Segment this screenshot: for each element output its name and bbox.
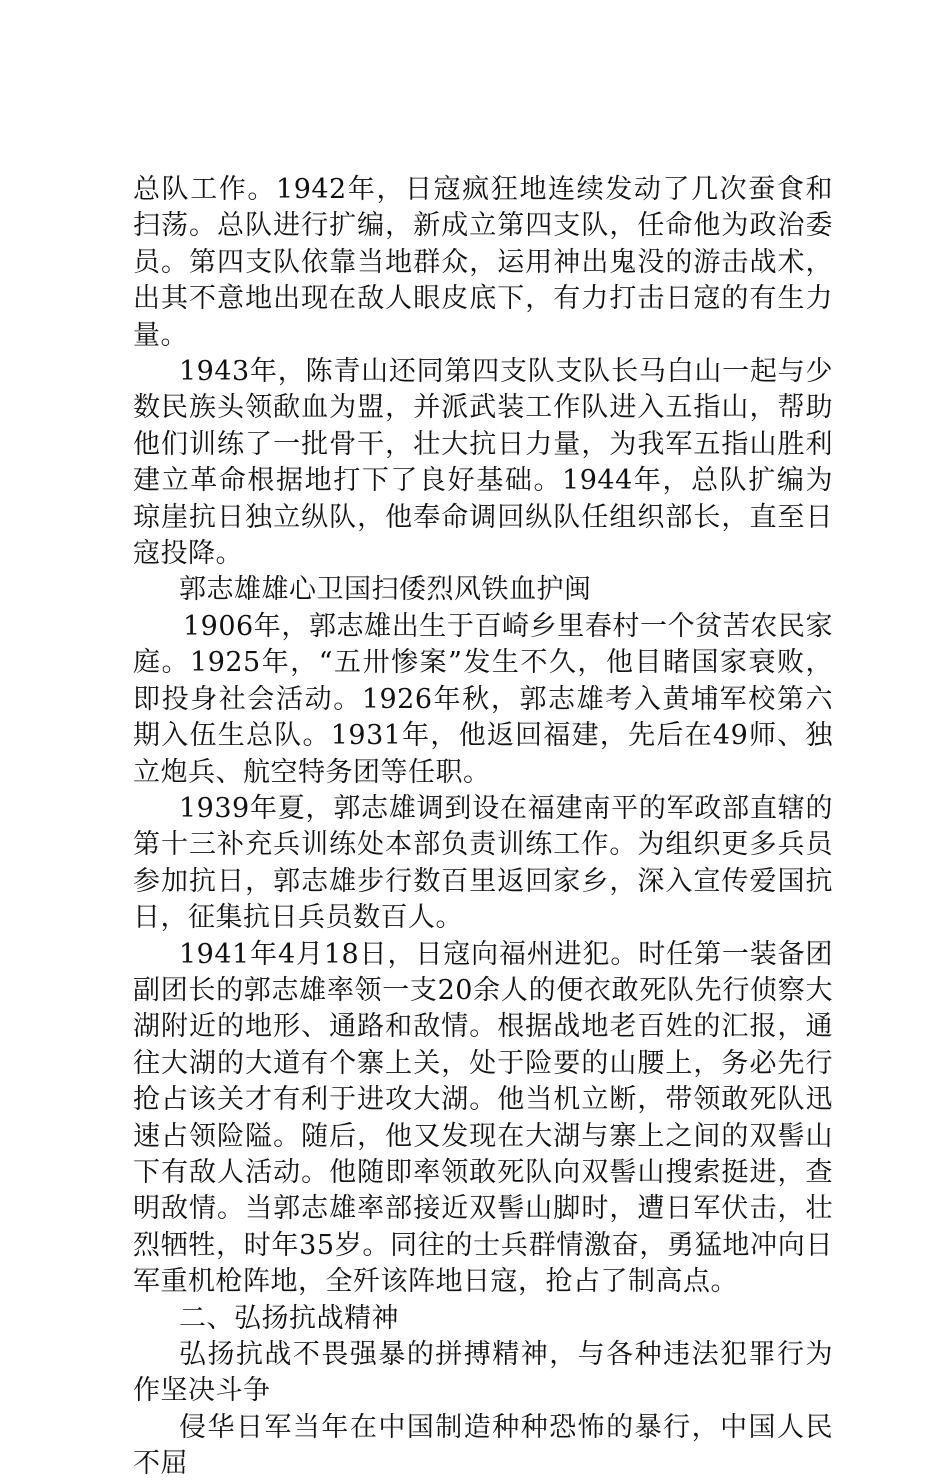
section-heading-guo-zhixiong: 郭志雄雄心卫国扫倭烈风铁血护闽 (179, 574, 592, 606)
paragraph-5: 1941年4月18日，日寇向福州进犯。时任第一装备团副团长的郭志雄率领一支20余人的便衣敢死队先行侦察大湖附近的地形、通路和敌情。根据战地老百姓的汇报，通往大湖的大道有个寨上关，处于险要的山腰上，务必先行抢占该关才有利于进攻大湖。他当机立断，带领敢死队迅速占领险隘。随后，他又发现在大湖与寨上之间的双髻山下有敌人活动。他随即率领敢死队向双髻山搜索挺进，查明敌情。当郭志雄率部接近双髻山脚时，遭日军伏击，壮烈牺牲，时年35岁。同往的士兵群情激奋，勇猛地冲向日军重机枪阵地，全歼该阵地日寇，抢占了制高点。 (133, 938, 833, 1298)
paragraph-6: 侵华日军当年在中国制造种种恐怖的暴行，中国人民不屈 (133, 1411, 833, 1480)
document-body (133, 172, 833, 1483)
subsection-heading: 弘扬抗战不畏强暴的拼搏精神，与各种违法犯罪行为作坚决斗争 (133, 1339, 833, 1407)
section-heading-spirit: 二、弘扬抗战精神 (179, 1302, 399, 1334)
paragraph-1: 总队工作。1942年，日寇疯狂地连续发动了几次蚕食和扫荡。总队进行扩编，新成立第四支队，任命他为政治委员。第四支队依靠当地群众，运用神出鬼没的游击战术，出其不意地出现在敌人眼皮底下，有力打击日寇的有生力量。 (133, 174, 833, 351)
paragraph-3: 1906年，郭志雄出生于百崎乡里春村一个贫苦农民家庭。1925年，“五卅惨案”发生不久，他目睹国家衰败，即投身社会活动。1926年秋，郭志雄考入黄埔军校第六期入伍生总队。1931年，他返回福建，先后在49师、独立炮兵、航空特务团等任职。 (133, 610, 833, 788)
paragraph-4: 1939年夏，郭志雄调到设在福建南平的军政部直辖的第十三补充兵训练处本部负责训练工作。为组织更多兵员参加抗日，郭志雄步行数百里返回家乡，深入宣传爱国抗日，征集抗日兵员数百人。 (133, 792, 833, 934)
paragraph-2: 1943年，陈青山还同第四支队支队长马白山一起与少数民族头领歃血为盟，并派武装工作队进入五指山，帮助他们训练了一批骨干，壮大抗日力量，为我军五指山胜利建立革命根据地打下了良好基础。1944年，总队扩编为琼崖抗日独立纵队，他奉命调回纵队任组织部长，直至日寇投降。 (133, 356, 833, 570)
